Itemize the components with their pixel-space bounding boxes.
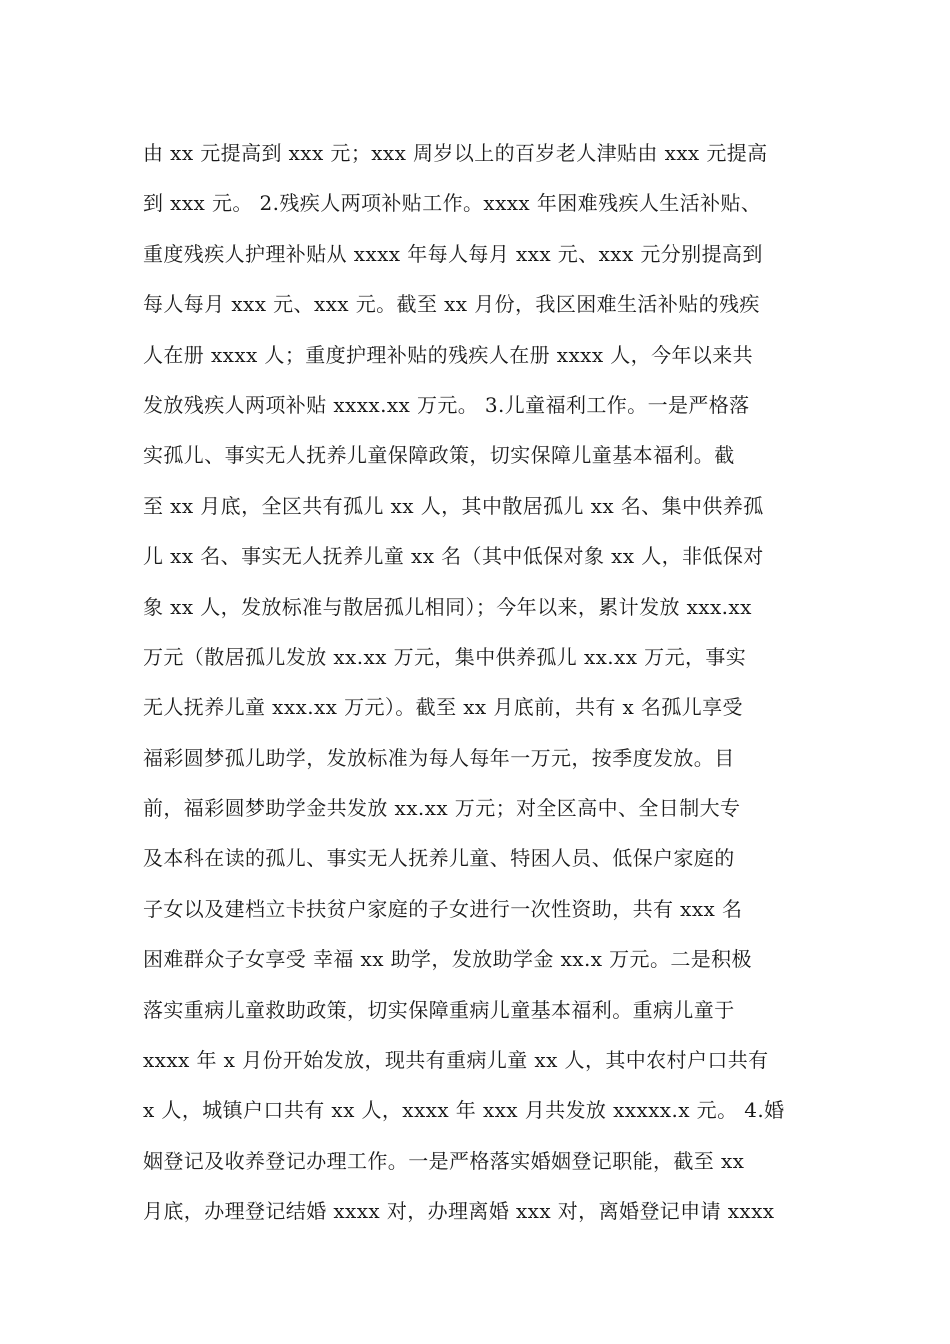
text-line: 人在册 xxxx 人；重度护理补贴的残疾人在册 xxxx 人，今年以来共 (143, 342, 754, 367)
text-line: 前，福彩圆梦助学金共发放 xx.xx 万元；对全区高中、全日制大专 (143, 796, 741, 821)
body-text (143, 132, 818, 1241)
text-line: xxxx 年 x 月份开始发放，现共有重病儿童 xx 人，其中农村户口共有 (143, 1048, 769, 1073)
text-line: 至 xx 月底，全区共有孤儿 xx 人，其中散居孤儿 xx 名、集中供养孤 (143, 493, 764, 518)
text-line: x 人，城镇户口共有 xx 人，xxxx 年 xxx 月共发放 xxxxx.x 元。 4.婚 (143, 1098, 785, 1123)
text-line: 到 xxx 元。 2.残疾人两项补贴工作。xxxx 年困难残疾人生活补贴、 (143, 191, 762, 216)
text-line: 困难群众子女享受 幸福 xx 助学，发放助学金 xx.x 万元。二是积极 (143, 947, 752, 972)
text-line: 落实重病儿童救助政策，切实保障重病儿童基本福利。重病儿童于 (143, 997, 735, 1022)
text-line: 及本科在读的孤儿、事实无人抚养儿童、特困人员、低保户家庭的 (143, 846, 735, 871)
text-line: 实孤儿、事实无人抚养儿童保障政策，切实保障儿童基本福利。截 (143, 443, 735, 468)
text-line: 万元（散居孤儿发放 xx.xx 万元，集中供养孤儿 xx.xx 万元，事实 (143, 644, 747, 669)
text-line: 发放残疾人两项补贴 xxxx.xx 万元。 3.儿童福利工作。一是严格落 (143, 392, 750, 417)
text-line: 子女以及建档立卡扶贫户家庭的子女进行一次性资助，共有 xxx 名 (143, 896, 743, 921)
text-line: 姻登记及收养登记办理工作。一是严格落实婚姻登记职能，截至 xx (143, 1148, 745, 1173)
text-line: 象 xx 人，发放标准与散居孤儿相同）；今年以来，累计发放 xxx.xx (143, 594, 752, 619)
text-line: 福彩圆梦孤儿助学，发放标准为每人每年一万元，按季度发放。目 (143, 745, 735, 770)
text-line: 儿 xx 名、事实无人抚养儿童 xx 名（其中低保对象 xx 人，非低保对 (143, 544, 764, 569)
text-line: 每人每月 xxx 元、xxx 元。截至 xx 月份，我区困难生活补贴的残疾 (143, 292, 760, 317)
text-line: 月底，办理登记结婚 xxxx 对，办理离婚 xxx 对，离婚登记申请 xxxx (143, 1199, 775, 1224)
text-line: 重度残疾人护理补贴从 xxxx 年每人每月 xxx 元、xxx 元分别提高到 (143, 241, 763, 266)
text-line: 由 xx 元提高到 xxx 元；xxx 周岁以上的百岁老人津贴由 xxx 元提高 (143, 141, 768, 165)
text-line: 无人抚养儿童 xxx.xx 万元）。截至 xx 月底前，共有 x 名孤儿享受 (143, 695, 743, 720)
